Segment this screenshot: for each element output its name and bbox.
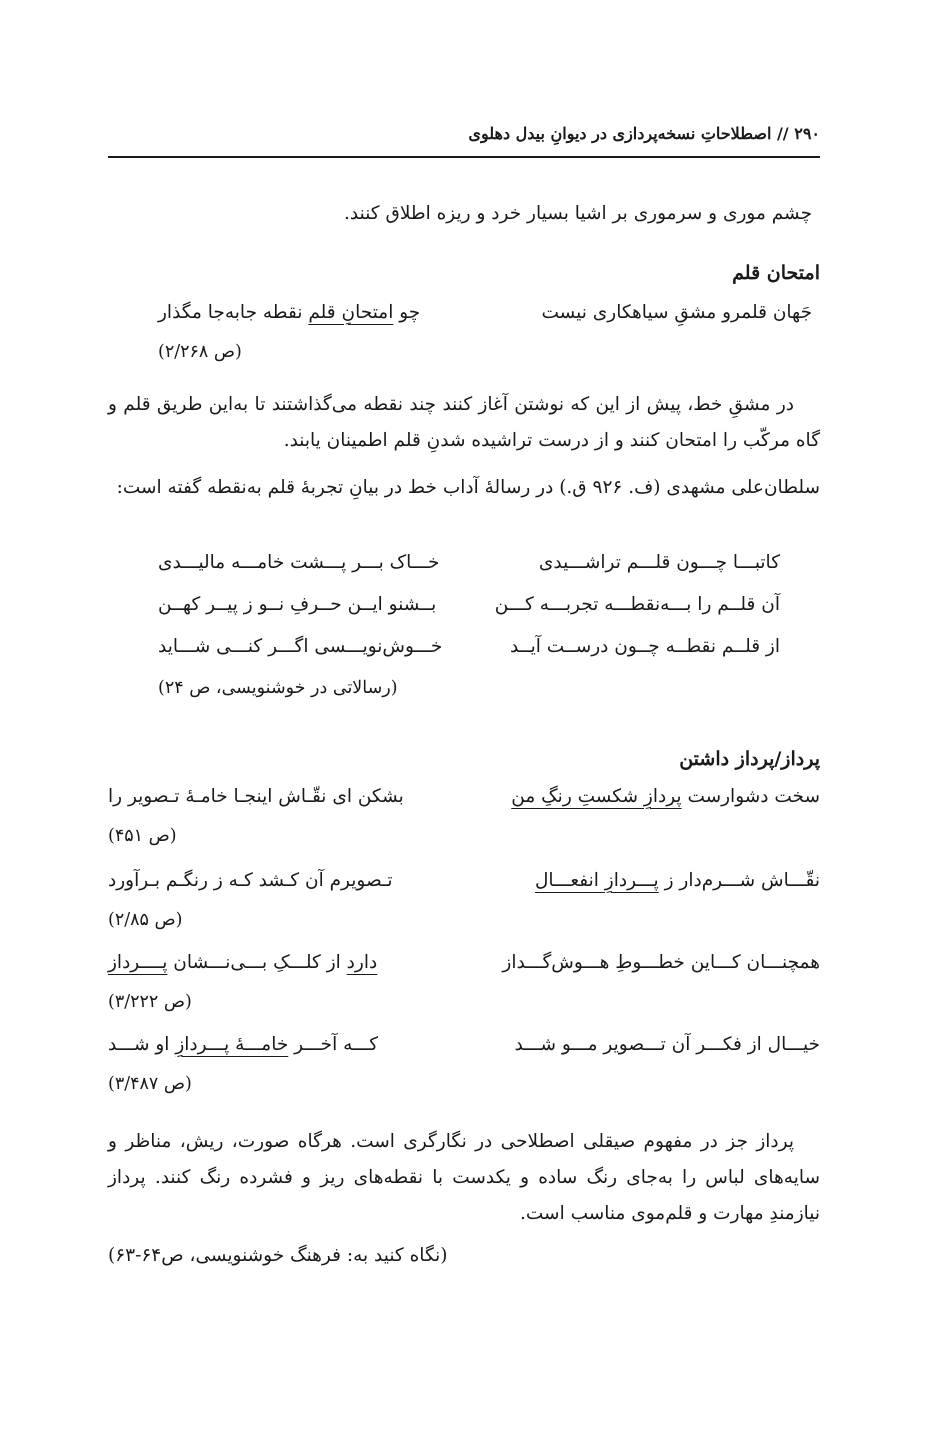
pardaz-verse-3-left: دارد از کلـــکِ بـــی‌نـــشان پــــرداز [108, 952, 378, 973]
pardaz-verse-2-left: تـصویرم آن کـشد کـه ز رنگـم بـرآورد [108, 870, 393, 891]
running-header [108, 118, 820, 158]
couplet-1-right: کاتبـــا چـــون قلـــم تراشـــیدی [538, 552, 780, 573]
underlined-term: امتحانِ قلم [308, 302, 394, 323]
pardaz-verse-3-right: همچنـــان کـــاین خطـــوطِ هـــوش‌گـــداز [502, 952, 820, 973]
pardaz-verse-4-ref: (ص ۳/۴۸۷) [108, 1074, 192, 1094]
pardaz-verse-1-left: بشکن ای نقّـاش اینجـا خامـهٔ تـصویر را [108, 786, 404, 807]
pardaz-verse-2-ref: (ص ۲/۸۵) [108, 910, 183, 930]
section-heading-pardaz: پرداز/پرداز داشتن [679, 748, 820, 770]
paragraph-pardaz: پرداز جز در مفهوم صیقلی اصطلاحی در نگارگری است. هرگاه صورت، ریش، مناظر و سایه‌های لباس را به‌جای رنگ ساده و یکدست با نقطه‌های ریز و فشرده رنگ کنند. پرداز نیازمندِ مهارت و قلم‌موی مناسب است. [108, 1131, 820, 1224]
couplet-2-right: آن قلــم را بـــه‌نقطـــه تجربـــه کـــن [494, 594, 780, 615]
pardaz-verse-2-right: نقّـــاش شـــرم‌دار ز پـــردازِ انفعـــال [534, 870, 820, 891]
section-heading-qalam: امتحان قلم [732, 262, 820, 284]
verse-reference: (ص ۲/۲۶۸) [158, 342, 242, 362]
pardaz-verse-1-ref: (ص ۴۵۱) [108, 826, 177, 846]
paragraph-1: در مشقِ خط، پیش از این که نوشتن آغاز کنند چند نقطه می‌گذاشتند تا به‌این طریق قلم و گاه مرکّب را امتحان کنند و از درست تراشیده شدنِ قلم اطمینان یابند. [108, 394, 820, 451]
pardaz-verse-1-right: سخت دشوارست پردازِ شکستِ رنگِ من [511, 786, 820, 807]
verse-left-hemistich: چو امتحانِ قلم نقطه جابه‌جا مگذار [158, 302, 421, 323]
couplet-3-right: از قلــم نقطــه چــون درســت آیــد [510, 636, 780, 657]
paragraph-2: سلطان‌علی مشهدی (ف. ۹۲۶ ق.) در رسالهٔ آداب خط در بیانِ تجربهٔ قلم به‌نقطه گفته است: [116, 477, 820, 498]
running-title: ۲۹۰ // اصطلاحاتِ نسخه‌پردازی در دیوانِ بیدل دهلوی [468, 124, 820, 143]
pardaz-verse-3-ref: (ص ۳/۲۲۲) [108, 992, 192, 1012]
verse-right-hemistich: جَهان قلمرو مشقِ سیاهکاری نیست [541, 302, 812, 323]
couplets-reference: (رسالاتی در خوشنویسی، ص ۲۴) [158, 678, 398, 698]
couplet-2-left: بــشنو ایــن حــرفِ نــو ز پیــر کهــن [158, 594, 437, 615]
couplet-3-left: خـــوش‌نویـــسی اگـــر کنـــی شـــاید [158, 636, 443, 657]
intro-line: چشم موری و سرموری بر اشیا بسیار خرد و ریزه اطلاق کنند. [344, 203, 812, 224]
couplet-1-left: خـــاک بـــر پـــشت خامـــه مالیـــدی [158, 552, 440, 573]
pardaz-verse-4-right: خیـــال از فکـــر آن تـــصویر مـــو شـــد [514, 1034, 820, 1055]
see-also-note: (نگاه کنید به: فرهنگ خوشنویسی، ص۶۴-۶۳) [108, 1245, 448, 1266]
pardaz-verse-4-left: کـــه آخـــر خامـــهٔ پـــردازِ او شـــد [108, 1034, 379, 1055]
